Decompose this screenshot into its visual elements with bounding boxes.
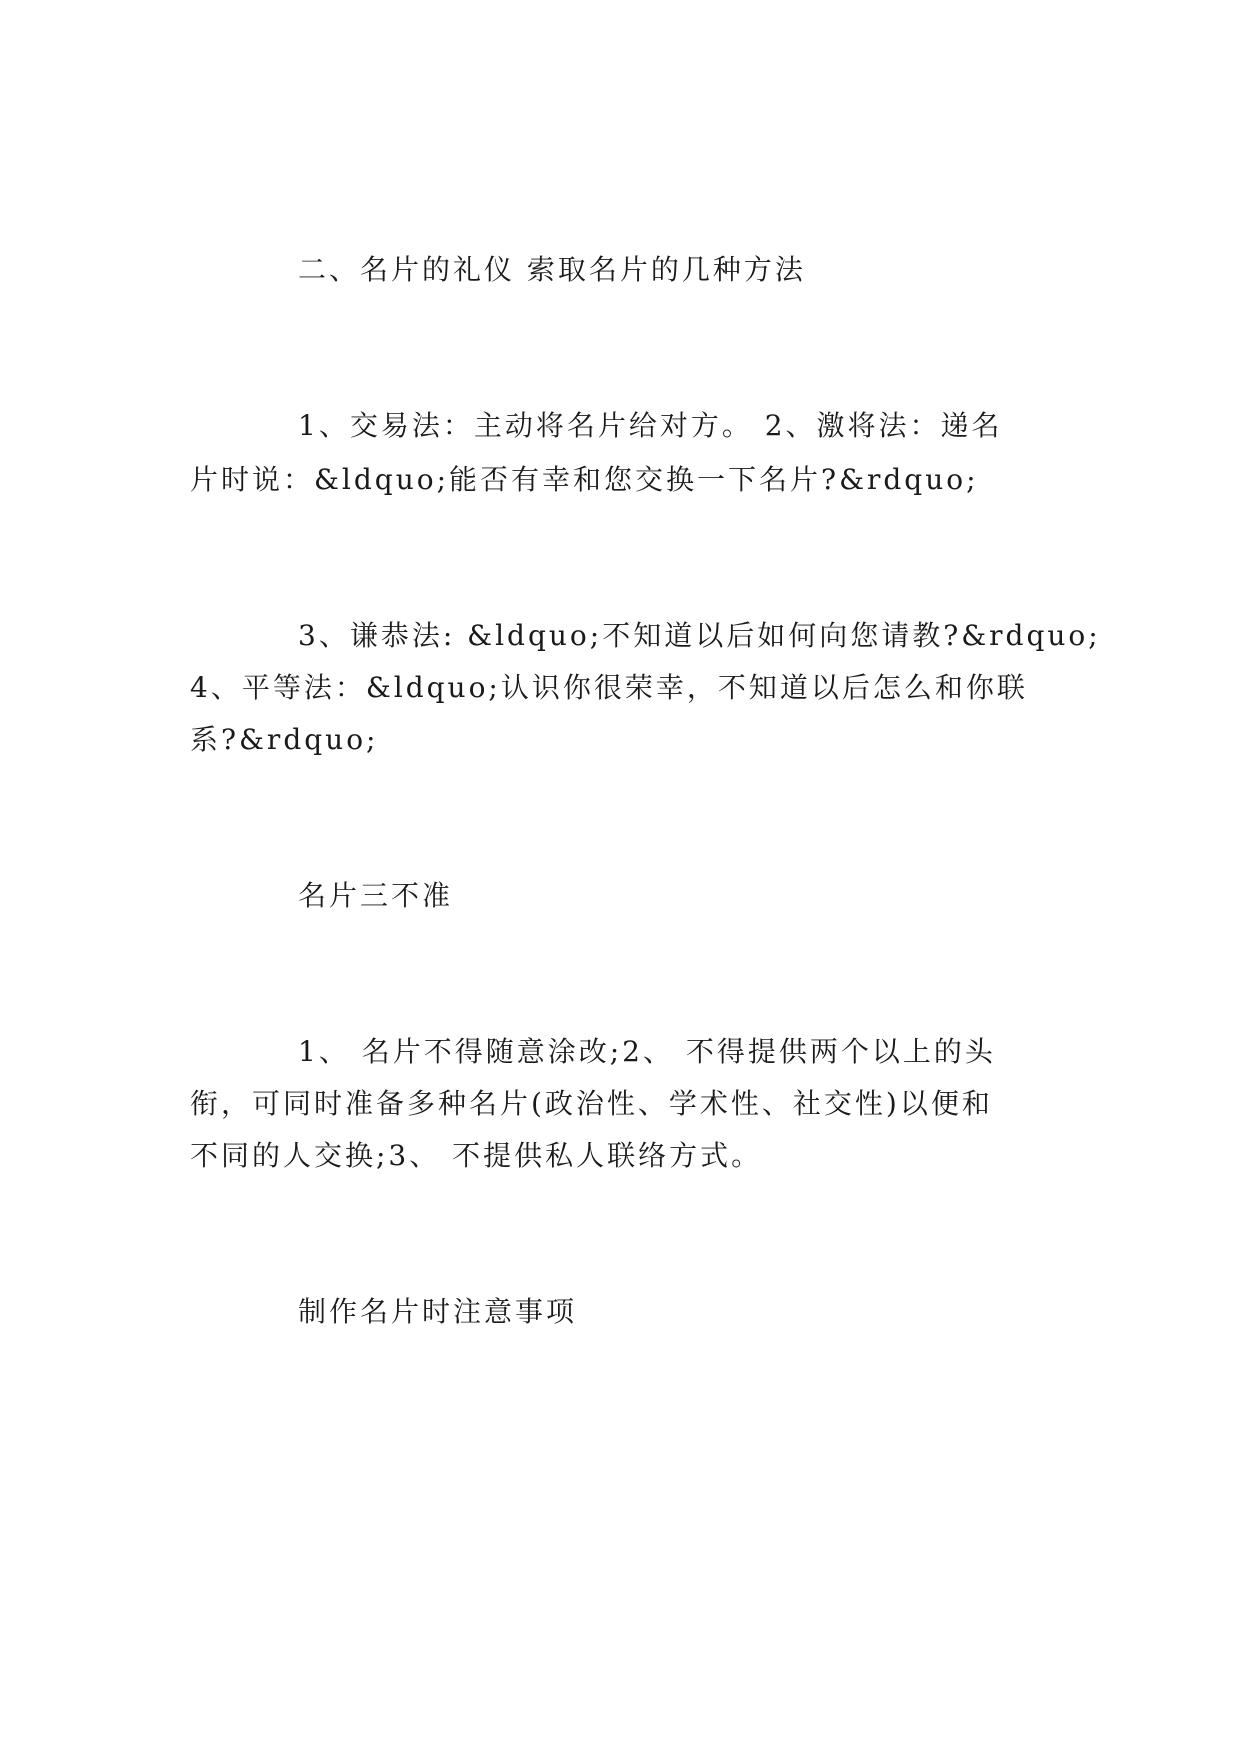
paragraph-line: 1、 名片不得随意涂改;2、 不得提供两个以上的头: [298, 1035, 996, 1068]
paragraph-line: 片时说：&ldquo;能否有幸和您交换一下名片?&rdquo;: [190, 463, 979, 496]
paragraph-line: 衔，可同时准备多种名片(政治性、学术性、社交性)以便和: [190, 1087, 993, 1120]
section-heading: 制作名片时注意事项: [298, 1295, 578, 1328]
paragraph-line: 系?&rdquo;: [190, 723, 379, 756]
section-heading: 二、名片的礼仪 索取名片的几种方法: [298, 253, 806, 286]
section-heading: 名片三不准: [298, 879, 454, 912]
paragraph-line: 3、谦恭法: &ldquo;不知道以后如何向您请教?&rdquo;: [298, 619, 1101, 652]
paragraph-line: 4、平等法：&ldquo;认识你很荣幸，不知道以后怎么和你联: [190, 671, 1028, 704]
paragraph-line: 1、交易法：主动将名片给对方。 2、激将法：递名: [298, 409, 1003, 442]
paragraph-line: 不同的人交换;3、 不提供私人联络方式。: [190, 1139, 763, 1172]
